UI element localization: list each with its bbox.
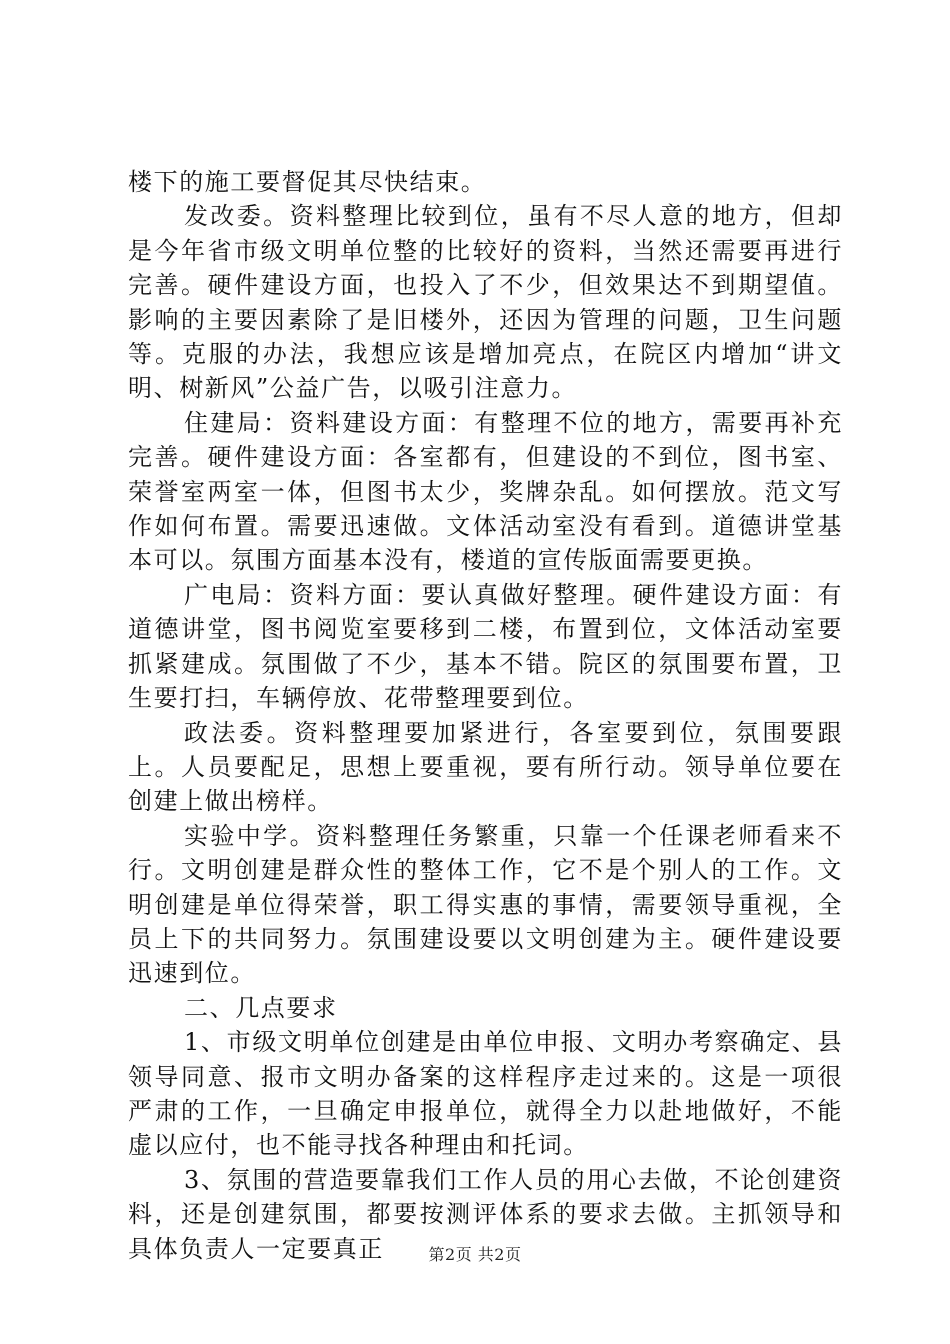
paragraph-shiyanzhongxue: 实验中学。资料整理任务繁重，只靠一个任课老师看来不行。文明创建是群众性的整体工作，它不是个别人的工作。文明创建是单位得荣誉，职工得实惠的事情，需要领导重视，全员上下的共同努力。氛围建设要以文明创建为主。硬件建设要迅速到位。 xyxy=(128,821,843,988)
paragraph-requirement-3: 3、氛围的营造要靠我们工作人员的用心去做，不论创建资料，还是创建氛围，都要按测评体系的要求去做。主抓领导和具体负责人一定要真正 xyxy=(128,1165,843,1263)
page-number-label: 第2页 共2页 xyxy=(428,1245,522,1264)
paragraph-fagaiwei: 发改委。资料整理比较到位，虽有不尽人意的地方，但却是今年省市级文明单位整的比较好的资料，当然还需要再进行完善。硬件建设方面，也投入了不少，但效果达不到期望值。影响的主要因素除了是旧楼外，还因为管理的问题，卫生问题等。克服的办法，我想应该是增加亮点，在院区内增加“讲文明、树新风”公益广告，以吸引注意力。 xyxy=(128,202,843,403)
paragraph-zhujianju: 住建局：资料建设方面：有整理不位的地方，需要再补充完善。硬件建设方面：各室都有，但建设的不到位，图书室、荣誉室两室一体，但图书太少，奖牌杂乱。如何摆放。范文写作如何布置。需要迅速做。文体活动室没有看到。道德讲堂基本可以。氛围方面基本没有，楼道的宣传版面需要更换。 xyxy=(128,408,843,575)
section-heading-requirements: 二、几点要求 xyxy=(184,993,338,1022)
paragraph-zhengfawei: 政法委。资料整理要加紧进行，各室要到位，氛围要跟上。人员要配足，思想上要重视，要有所行动。领导单位要在创建上做出榜样。 xyxy=(128,718,843,816)
page-footer xyxy=(0,1245,950,1265)
document-body xyxy=(128,165,843,1266)
paragraph-1: 楼下的施工要督促其尽快结束。 xyxy=(128,168,487,196)
paragraph-guangdianju: 广电局：资料方面：要认真做好整理。硬件建设方面：有道德讲堂，图书阅览室要移到二楼，布置到位，文体活动室要抓紧建成。氛围做了不少，基本不错。院区的氛围要布置，卫生要打扫，车辆停放、花带整理要到位。 xyxy=(128,580,843,713)
paragraph-requirement-1: 1、市级文明单位创建是由单位申报、文明办考察确定、县领导同意、报市文明办备案的这样程序走过来的。这是一项很严肃的工作，一旦确定申报单位，就得全力以赴地做好，不能虚以应付，也不能寻找各种理由和托词。 xyxy=(128,1028,843,1160)
